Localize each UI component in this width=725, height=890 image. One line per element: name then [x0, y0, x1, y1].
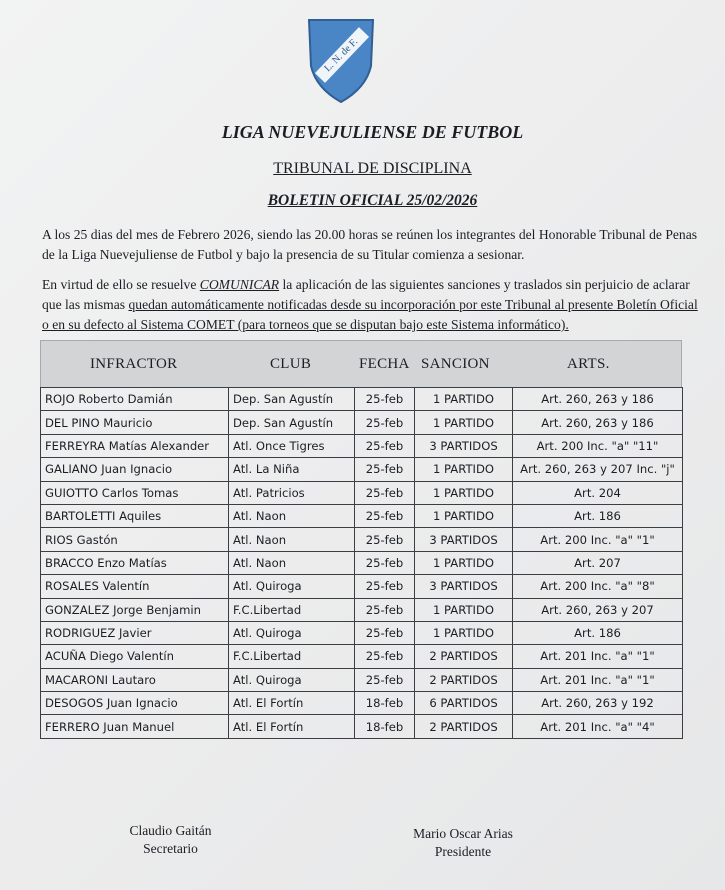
- cell-fecha: 25-feb: [355, 668, 415, 691]
- cell-fecha: 25-feb: [355, 645, 415, 668]
- cell-sancion: 3 PARTIDOS: [415, 528, 513, 551]
- cell-club: Atl. El Fortín: [229, 715, 355, 738]
- cell-sancion: 1 PARTIDO: [415, 551, 513, 574]
- cell-club: Atl. Naon: [229, 528, 355, 551]
- tribunal-title: TRIBUNAL DE DISCIPLINA: [273, 160, 472, 177]
- cell-arts: Art. 200 Inc. "a" "8": [513, 575, 683, 598]
- cell-sancion: 2 PARTIDOS: [415, 668, 513, 691]
- intro-paragraph: [42, 225, 712, 265]
- cell-infractor: DESOGOS Juan Ignacio: [41, 692, 229, 715]
- intro-line-2: de la Liga Nuevejuliense de Futbol y bajo la presencia de su Titular comienza a sesionar.: [42, 247, 525, 262]
- cell-sancion: 1 PARTIDO: [415, 504, 513, 527]
- cell-club: Atl. El Fortín: [229, 692, 355, 715]
- cell-arts: Art. 200 Inc. "a" "11": [513, 434, 683, 457]
- table-row: [41, 668, 683, 691]
- cell-club: Atl. Quiroga: [229, 621, 355, 644]
- notice-line-3: o en su defecto al Sistema COMET (para torneos que se disputan bajo este Sistema informático).: [42, 317, 569, 332]
- league-shield-logo: [306, 18, 376, 104]
- cell-sancion: 2 PARTIDOS: [415, 715, 513, 738]
- cell-sancion: 1 PARTIDO: [415, 411, 513, 434]
- cell-arts: Art. 260, 263 y 186: [513, 388, 683, 411]
- table-row: [41, 504, 683, 527]
- cell-infractor: GALIANO Juan Ignacio: [41, 458, 229, 481]
- cell-fecha: 25-feb: [355, 434, 415, 457]
- president-role: Presidente: [434, 844, 492, 859]
- cell-sancion: 1 PARTIDO: [415, 481, 513, 504]
- notice-line-1-rest: la aplicación de las siguientes sanciones y traslados sin perjuicio de aclarar: [279, 277, 690, 292]
- table-row: [41, 551, 683, 574]
- table-row: [41, 434, 683, 457]
- cell-arts: Art. 207: [513, 551, 683, 574]
- cell-infractor: BRACCO Enzo Matías: [41, 551, 229, 574]
- cell-infractor: ROSALES Valentín: [41, 575, 229, 598]
- cell-fecha: 25-feb: [355, 551, 415, 574]
- cell-fecha: 18-feb: [355, 692, 415, 715]
- cell-infractor: FERREYRA Matías Alexander: [41, 434, 229, 457]
- secretary-role: Secretario: [143, 841, 198, 856]
- cell-arts: Art. 186: [513, 504, 683, 527]
- header-arts: ARTS.: [567, 356, 610, 372]
- cell-club: Dep. San Agustín: [229, 388, 355, 411]
- table-row: [41, 528, 683, 551]
- cell-infractor: FERRERO Juan Manuel: [41, 715, 229, 738]
- table-row: [41, 388, 683, 411]
- cell-club: F.C.Libertad: [229, 598, 355, 621]
- cell-club: Atl. Quiroga: [229, 668, 355, 691]
- cell-club: Atl. Naon: [229, 504, 355, 527]
- cell-club: Atl. Once Tigres: [229, 434, 355, 457]
- cell-infractor: BARTOLETTI Aquiles: [41, 504, 229, 527]
- president-name: Mario Oscar Arias: [413, 826, 513, 841]
- notice-prefix: En virtud de ello se resuelve: [42, 277, 200, 292]
- secretary-name: Claudio Gaitán: [129, 823, 212, 838]
- cell-fecha: 25-feb: [355, 481, 415, 504]
- cell-arts: Art. 260, 263 y 207 Inc. "j": [513, 458, 683, 481]
- cell-infractor: RIOS Gastón: [41, 528, 229, 551]
- logo-lettering: L. N. de F.: [322, 36, 361, 75]
- cell-sancion: 1 PARTIDO: [415, 458, 513, 481]
- intro-line-1: A los 25 dias del mes de Febrero 2026, siendo las 20.00 horas se reúnen los integrantes del Honorable Tribunal de Penas: [42, 227, 698, 242]
- header-club: CLUB: [270, 356, 312, 372]
- cell-arts: Art. 260, 263 y 186: [513, 411, 683, 434]
- league-title: LIGA NUEVEJULIENSE DE FUTBOL: [221, 122, 524, 142]
- cell-infractor: RODRIGUEZ Javier: [41, 621, 229, 644]
- cell-sancion: 1 PARTIDO: [415, 621, 513, 644]
- cell-arts: Art. 260, 263 y 207: [513, 598, 683, 621]
- cell-fecha: 18-feb: [355, 715, 415, 738]
- sanctions-table: [40, 340, 682, 739]
- cell-fecha: 25-feb: [355, 411, 415, 434]
- cell-arts: Art. 201 Inc. "a" "1": [513, 645, 683, 668]
- table-row: [41, 598, 683, 621]
- header-infractor: INFRACTOR: [90, 356, 178, 372]
- header-sancion: SANCION: [421, 356, 490, 372]
- cell-club: Atl. Patricios: [229, 481, 355, 504]
- cell-fecha: 25-feb: [355, 598, 415, 621]
- cell-fecha: 25-feb: [355, 621, 415, 644]
- cell-club: F.C.Libertad: [229, 645, 355, 668]
- cell-fecha: 25-feb: [355, 458, 415, 481]
- cell-sancion: 1 PARTIDO: [415, 388, 513, 411]
- cell-sancion: 2 PARTIDOS: [415, 645, 513, 668]
- cell-infractor: GONZALEZ Jorge Benjamin: [41, 598, 229, 621]
- cell-fecha: 25-feb: [355, 528, 415, 551]
- table-row: [41, 692, 683, 715]
- cell-infractor: DEL PINO Mauricio: [41, 411, 229, 434]
- cell-arts: Art. 201 Inc. "a" "4": [513, 715, 683, 738]
- cell-sancion: 3 PARTIDOS: [415, 434, 513, 457]
- cell-arts: Art. 200 Inc. "a" "1": [513, 528, 683, 551]
- notice-line-2: [42, 295, 712, 315]
- cell-sancion: 3 PARTIDOS: [415, 575, 513, 598]
- cell-fecha: 25-feb: [355, 575, 415, 598]
- table-row: [41, 458, 683, 481]
- notice-line-2-plain: que las mismas: [42, 297, 129, 312]
- president-signature: [393, 825, 533, 861]
- bulletin-title: BOLETIN OFICIAL 25/02/2026: [267, 192, 478, 209]
- notice-verb: COMUNICAR: [199, 277, 280, 292]
- cell-infractor: ACUÑA Diego Valentín: [41, 645, 229, 668]
- cell-club: Atl. Naon: [229, 551, 355, 574]
- cell-infractor: ROJO Roberto Damián: [41, 388, 229, 411]
- table-row: [41, 715, 683, 738]
- notice-line-2-underlined: quedan automáticamente notificadas desde su incorporación por este Tribunal al presente Boletín Oficial: [128, 297, 698, 312]
- cell-infractor: MACARONI Lautaro: [41, 668, 229, 691]
- cell-arts: Art. 204: [513, 481, 683, 504]
- header-fecha: FECHA: [359, 356, 410, 372]
- table-row: [41, 645, 683, 668]
- cell-sancion: 6 PARTIDOS: [415, 692, 513, 715]
- cell-fecha: 25-feb: [355, 388, 415, 411]
- cell-club: Atl. Quiroga: [229, 575, 355, 598]
- cell-arts: Art. 201 Inc. "a" "1": [513, 668, 683, 691]
- table-row: [41, 411, 683, 434]
- table-row: [41, 481, 683, 504]
- table-row: [41, 575, 683, 598]
- cell-arts: Art. 260, 263 y 192: [513, 692, 683, 715]
- cell-fecha: 25-feb: [355, 504, 415, 527]
- notice-line-1: [42, 275, 712, 295]
- cell-club: Atl. La Niña: [229, 458, 355, 481]
- table-header: [40, 340, 682, 387]
- secretary-signature: [108, 822, 233, 858]
- notice-paragraph: [42, 275, 712, 335]
- cell-arts: Art. 186: [513, 621, 683, 644]
- cell-sancion: 1 PARTIDO: [415, 598, 513, 621]
- cell-club: Dep. San Agustín: [229, 411, 355, 434]
- sanctions-grid: [40, 387, 683, 739]
- table-row: [41, 621, 683, 644]
- cell-infractor: GUIOTTO Carlos Tomas: [41, 481, 229, 504]
